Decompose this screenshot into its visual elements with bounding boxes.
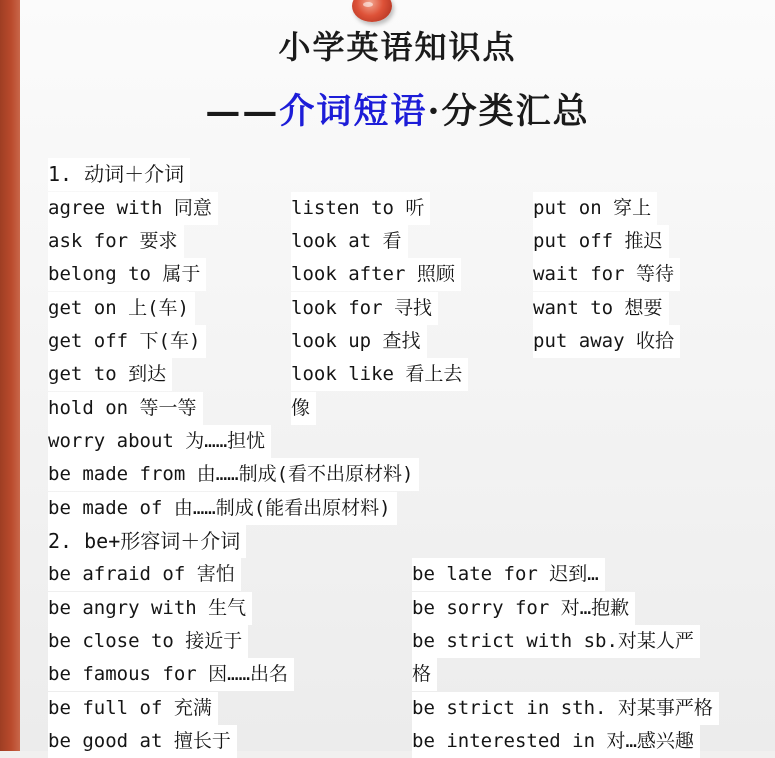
phrase-row — [0, 292, 775, 325]
phrase-row — [0, 625, 775, 658]
phrase-row — [0, 258, 775, 291]
subtitle-dashes: —— — [205, 91, 280, 132]
phrase-item: put on 穿上 — [533, 192, 657, 225]
phrase-row — [0, 725, 775, 758]
phrase-item: be strict in sth. 对某事严格 — [412, 692, 719, 725]
pushpin-highlight — [363, 2, 373, 7]
phrase-item: look at 看 — [291, 225, 408, 258]
phrase-item: be late for 迟到… — [412, 558, 605, 591]
phrase-row — [0, 425, 775, 458]
phrase-row — [0, 192, 775, 225]
page-subtitle — [20, 84, 775, 134]
phrase-item: look up 查找 — [291, 325, 427, 358]
phrase-item: be sorry for 对…抱歉 — [412, 592, 635, 625]
phrase-row — [0, 558, 775, 591]
phrase-item: be strict with sb.对某人严 — [412, 625, 700, 658]
phrase-row — [0, 692, 775, 725]
phrase-item: put off 推迟 — [533, 225, 669, 258]
phrase-item: be interested in 对…感兴趣 — [412, 725, 700, 758]
phrase-row — [0, 458, 775, 491]
phrase-item: be made from 由……制成(看不出原材料) — [48, 458, 419, 491]
phrase-row — [0, 492, 775, 525]
phrase-row — [0, 592, 775, 625]
phrase-item: ask for 要求 — [48, 225, 184, 258]
section-heading-row — [0, 525, 775, 558]
phrase-item: be made of 由……制成(能看出原材料) — [48, 492, 397, 525]
phrase-item: agree with 同意 — [48, 192, 218, 225]
page-title: 小学英语知识点 — [278, 28, 517, 66]
phrase-item: look after 照顾 — [291, 258, 461, 291]
phrase-item: listen to 听 — [291, 192, 430, 225]
phrase-item: worry about 为……担忧 — [48, 425, 271, 458]
phrase-item: get on 上(车) — [48, 292, 195, 325]
phrase-row — [0, 325, 775, 358]
phrase-item: want to 想要 — [533, 292, 669, 325]
subtitle-rest: ·分类汇总 — [427, 91, 590, 132]
phrase-row — [0, 358, 775, 391]
section-heading: 1. 动词＋介词 — [48, 158, 190, 191]
section-heading: 2. be+形容词＋介词 — [48, 525, 246, 558]
phrase-item: be afraid of 害怕 — [48, 558, 241, 591]
phrase-item: be angry with 生气 — [48, 592, 252, 625]
phrase-item: look like 看上去 — [291, 358, 468, 391]
phrase-item: belong to 属于 — [48, 258, 206, 291]
phrase-item: get to 到达 — [48, 358, 172, 391]
phrase-item: put away 收拾 — [533, 325, 680, 358]
phrase-item: be close to 接近于 — [48, 625, 248, 658]
phrase-item: be full of 充满 — [48, 692, 218, 725]
phrase-row — [0, 658, 775, 691]
phrase-item: look for 寻找 — [291, 292, 438, 325]
phrase-item: be famous for 因……出名 — [48, 658, 294, 691]
phrase-item: 格 — [412, 658, 437, 691]
phrase-item: be good at 擅长于 — [48, 725, 237, 758]
phrase-item: hold on 等一等 — [48, 392, 203, 425]
phrase-row — [0, 392, 775, 425]
phrase-item: get off 下(车) — [48, 325, 206, 358]
section-heading-row — [0, 158, 775, 191]
phrase-item: wait for 等待 — [533, 258, 680, 291]
subtitle-highlight: 介词短语 — [279, 91, 428, 132]
phrase-row — [0, 225, 775, 258]
phrase-item: 像 — [291, 392, 316, 425]
